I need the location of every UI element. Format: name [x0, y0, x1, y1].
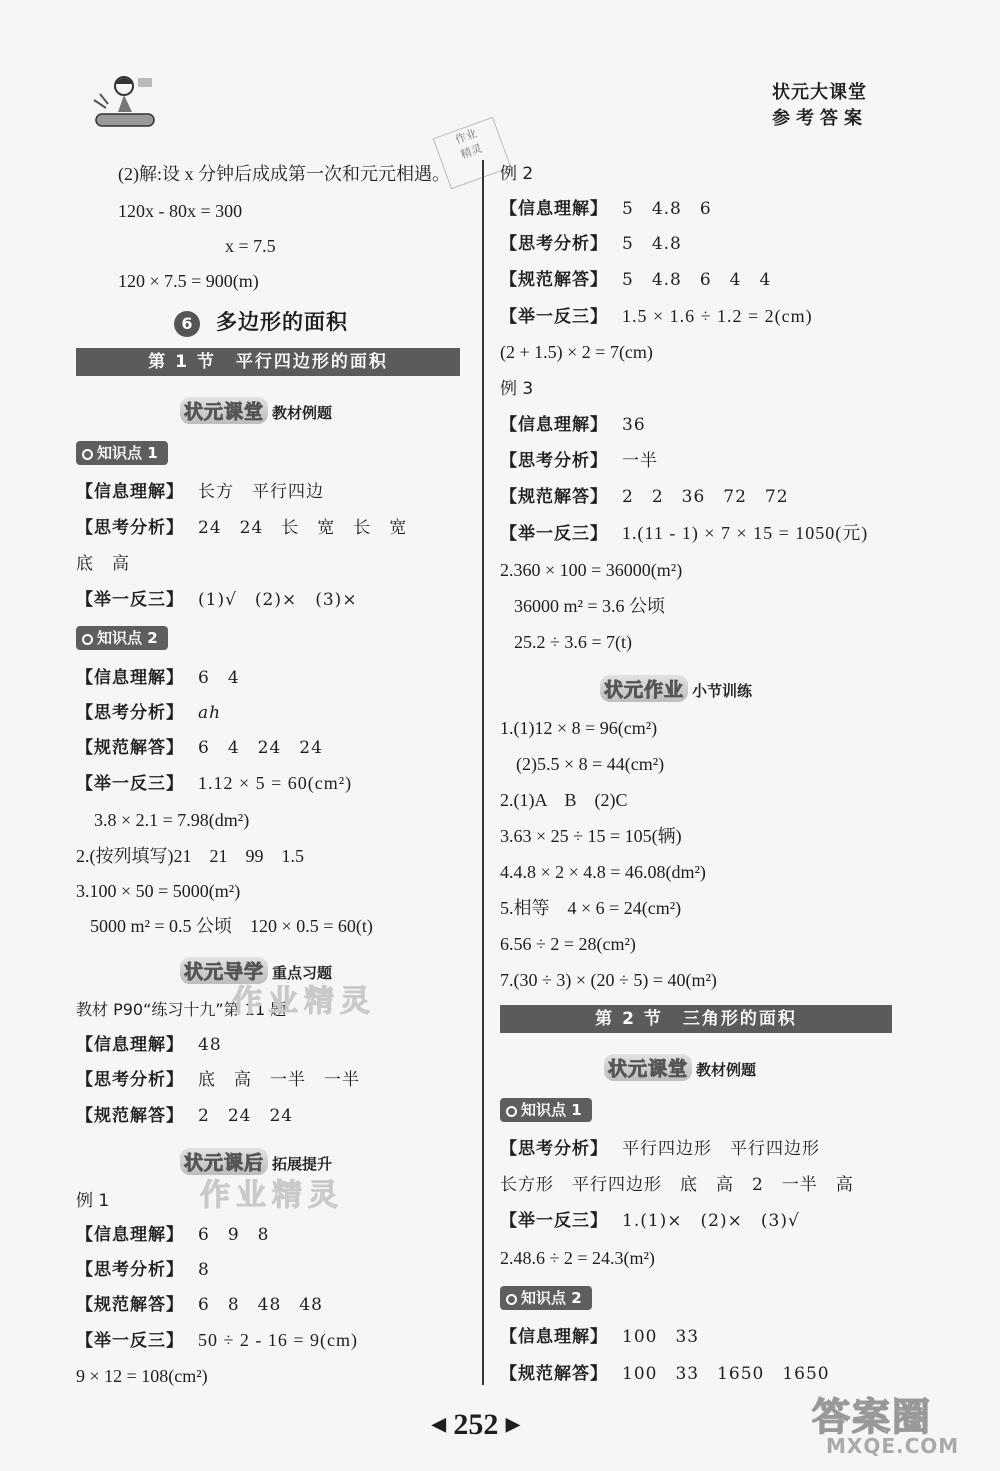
answer-line: 2.48.6 ÷ 2 = 24.3(m²)	[500, 1248, 655, 1268]
answer-line: 25.2 ÷ 3.6 = 7(t)	[514, 632, 633, 652]
answer-value: 1.5 × 1.6 ÷ 1.2 = 2(cm)	[622, 306, 813, 326]
answer-line	[500, 449, 658, 473]
answer-label: 【信息理解】	[76, 1035, 184, 1055]
answer-value: 5 4.8 6 4 4	[622, 270, 772, 290]
answer-value: 8	[198, 1260, 210, 1280]
classroom-brand: 状元课堂	[180, 397, 268, 424]
answer-line	[76, 588, 358, 612]
bullet-icon	[506, 1294, 517, 1305]
answer-label: 【举一反三】	[500, 307, 608, 327]
homework-answer: 4.4.8 × 2 × 4.8 = 46.08(dm²)	[500, 862, 706, 882]
guide-title: 重点习题	[272, 964, 333, 982]
answer-line	[500, 197, 712, 221]
answer-label: 【信息理解】	[76, 1225, 184, 1245]
chapter-title: 多边形的面积	[216, 310, 348, 334]
answer-label: 【思考分析】	[76, 703, 184, 723]
page-number-text: 252	[453, 1408, 499, 1441]
site-url: MXQE.COM	[826, 1434, 960, 1458]
answer-value: 平行四边形 平行四边形	[622, 1139, 820, 1159]
answer-value: 1.(11 - 1) × 7 × 15 = 1050(元)	[622, 523, 869, 543]
answer-line	[76, 1258, 210, 1282]
example-1-label: 例 1	[76, 1191, 110, 1211]
example-3-label: 例 3	[500, 379, 534, 399]
answer-line	[76, 701, 221, 725]
section-1-header	[76, 348, 460, 376]
answer-line: 3.8 × 2.1 = 7.98(dm²)	[94, 810, 250, 830]
kp1-label-2: 知识点 1	[521, 1101, 582, 1119]
equation-3: 120 × 7.5 = 900(m)	[118, 271, 259, 291]
homework-answer: 1.(1)12 × 8 = 96(cm²)	[500, 718, 658, 738]
answer-label: 【举一反三】	[500, 1211, 608, 1231]
header-series: 状元大课堂	[772, 82, 867, 103]
kp2-label-2: 知识点 2	[521, 1289, 582, 1307]
answer-line	[500, 1325, 699, 1349]
answer-label: 【举一反三】	[76, 590, 184, 610]
answer-line	[500, 1137, 820, 1161]
example-2-label: 例 2	[500, 164, 534, 184]
answer-line: 5000 m² = 0.5 公顷 120 × 0.5 = 60(t)	[90, 916, 373, 936]
knowledge-point-2-badge	[76, 626, 168, 650]
answer-value: 24 24 长 宽 长 宽	[198, 518, 408, 538]
answer-value: 1.(1)× (2)× (3)√	[622, 1211, 800, 1231]
answer-line: (2 + 1.5) × 2 = 7(cm)	[500, 342, 653, 362]
answer-line	[76, 516, 407, 540]
answer-line	[76, 736, 323, 760]
answer-value: 底 高 一半 一半	[198, 1070, 360, 1090]
answer-value: 2 2 36 72 72	[622, 487, 789, 507]
answer-line	[76, 1223, 269, 1247]
classroom-2-brand: 状元课堂	[604, 1054, 692, 1081]
problem-2-intro: (2)解:设 x 分钟后成成第一次和元元相遇。	[118, 164, 450, 184]
answer-value: 6 4 24 24	[198, 738, 323, 758]
answer-label: 【规范解答】	[76, 1106, 184, 1126]
kp1-label: 知识点 1	[97, 444, 158, 462]
answer-line	[76, 1033, 222, 1057]
section-1-title: 平行四边形的面积	[235, 352, 388, 372]
chapter-number-badge: 6	[174, 311, 200, 337]
homework-answer: 3.63 × 25 ÷ 15 = 105(辆)	[500, 826, 682, 846]
answer-line: 3.100 × 50 = 5000(m²)	[76, 881, 241, 901]
stamp-line2: 精灵	[458, 141, 485, 162]
section-2-title: 三角形的面积	[682, 1009, 797, 1029]
answer-label: 【思考分析】	[76, 1070, 184, 1090]
answer-label: 【思考分析】	[76, 1260, 184, 1280]
answer-line	[500, 521, 868, 546]
answer-label: 【规范解答】	[76, 1295, 184, 1315]
after-class-brand: 状元课后	[180, 1148, 268, 1175]
bullet-icon	[82, 449, 93, 460]
answer-line	[76, 1328, 358, 1353]
answer-value: 一半	[622, 451, 658, 471]
answer-label: 【举一反三】	[76, 774, 184, 794]
watermark: 作业精灵	[232, 984, 376, 1019]
classroom-2-title: 教材例题	[696, 1061, 757, 1079]
answer-label: 【举一反三】	[500, 524, 608, 544]
answer-line	[76, 771, 352, 796]
answer-line	[76, 1104, 293, 1128]
answer-line	[500, 485, 789, 509]
answer-label: 【规范解答】	[500, 270, 608, 290]
site-logo: 答案圈	[812, 1395, 933, 1439]
section-2-header	[500, 1005, 892, 1033]
knowledge-point-1-badge-2	[500, 1098, 592, 1122]
answer-value: 100 33	[622, 1327, 700, 1347]
answer-line: 2.360 × 100 = 36000(m²)	[500, 560, 683, 580]
answer-line: 36000 m² = 3.6 公顷	[514, 596, 666, 616]
after-class-title: 拓展提升	[272, 1155, 333, 1173]
answer-line: 9 × 12 = 108(cm²)	[76, 1366, 208, 1386]
homework-answer: 7.(30 ÷ 3) × (20 ÷ 5) = 40(m²)	[500, 970, 717, 990]
answer-value: 5 4.8 6	[622, 199, 712, 219]
kp2-label: 知识点 2	[97, 629, 158, 647]
answer-value: 1.12 × 5 = 60(cm²)	[198, 773, 353, 793]
answer-label: 【思考分析】	[76, 518, 184, 538]
answer-label: 【信息理解】	[500, 199, 608, 219]
subsection-classroom	[180, 397, 332, 424]
answer-value: 6 8 48 48	[198, 1295, 323, 1315]
subsection-homework	[600, 675, 752, 702]
answer-label: 【规范解答】	[76, 738, 184, 758]
mascot-illustration	[88, 70, 160, 132]
homework-answer: (2)5.5 × 8 = 44(cm²)	[516, 754, 665, 774]
bullet-icon	[506, 1106, 517, 1117]
answer-label: 【思考分析】	[500, 451, 608, 471]
answer-line	[500, 1209, 800, 1233]
answer-value: ah	[198, 703, 222, 723]
answer-label: 【信息理解】	[76, 668, 184, 688]
answer-value: 50 ÷ 2 - 16 = 9(cm)	[198, 1330, 359, 1350]
answer-value: 长方形 平行四边形 底 高 2 一半 高	[500, 1175, 854, 1195]
next-arrow-icon: ▶	[505, 1414, 520, 1434]
header-subtitle: 参考答案	[772, 108, 868, 129]
answer-value: 100 33 1650 1650	[622, 1364, 830, 1384]
stamp-line1: 作业	[453, 126, 479, 147]
classroom-title: 教材例题	[272, 404, 333, 422]
answer-line	[76, 1068, 360, 1092]
equation-1: 120x - 80x = 300	[118, 201, 243, 221]
answer-value: 长方 平行四边	[198, 482, 324, 502]
answer-value: 底 高	[76, 554, 130, 574]
column-divider	[482, 160, 484, 1385]
homework-answer: 5.相等 4 × 6 = 24(cm²)	[500, 898, 682, 918]
homework-brand: 状元作业	[600, 675, 688, 702]
answer-line	[76, 666, 240, 690]
homework-title: 小节训练	[692, 682, 753, 700]
answer-line	[500, 1362, 830, 1386]
knowledge-point-2-badge-2	[500, 1286, 592, 1310]
answer-label: 【举一反三】	[76, 1331, 184, 1351]
answer-label: 【规范解答】	[500, 1364, 608, 1384]
answer-label: 【规范解答】	[500, 487, 608, 507]
answer-line	[500, 232, 682, 256]
homework-answer: 2.(1)A B (2)C	[500, 790, 628, 810]
bullet-icon	[82, 634, 93, 645]
answer-value: 48	[198, 1035, 222, 1055]
answer-label: 【思考分析】	[500, 1139, 608, 1159]
answer-label: 【信息理解】	[500, 415, 608, 435]
prev-arrow-icon: ◀	[432, 1414, 446, 1434]
answer-line	[76, 480, 324, 504]
answer-value: 5 4.8	[622, 234, 682, 254]
page-number	[432, 1408, 520, 1442]
homework-answer: 6.56 ÷ 2 = 28(cm²)	[500, 934, 636, 954]
textbook-reference: 教材 P90“练习十九”第 11 题	[76, 1000, 287, 1019]
answer-value: 6 9 8	[198, 1225, 270, 1245]
section-2-number: 第 2 节	[595, 1009, 663, 1029]
answer-line	[76, 552, 130, 576]
answer-line	[500, 304, 813, 329]
answer-line	[500, 413, 646, 437]
guide-brand: 状元导学	[180, 957, 268, 984]
answer-line: 2.(按列填写)21 21 99 1.5	[76, 846, 304, 866]
answer-value: (1)√ (2)× (3)×	[198, 590, 358, 610]
knowledge-point-1-badge	[76, 441, 168, 465]
answer-value: 2 24 24	[198, 1106, 294, 1126]
section-1-number: 第 1 节	[148, 352, 216, 372]
answer-label: 【思考分析】	[500, 234, 608, 254]
answer-line	[500, 268, 771, 292]
answer-label: 【信息理解】	[500, 1327, 608, 1347]
answer-line	[500, 1173, 854, 1197]
subsection-classroom-2	[604, 1054, 756, 1081]
answer-line	[76, 1293, 323, 1317]
answer-value: 36	[622, 415, 646, 435]
answer-label: 【信息理解】	[76, 482, 184, 502]
equation-2: x = 7.5	[225, 236, 276, 256]
watermark: 作业精灵	[200, 1178, 344, 1213]
answer-value: 6 4	[198, 668, 240, 688]
